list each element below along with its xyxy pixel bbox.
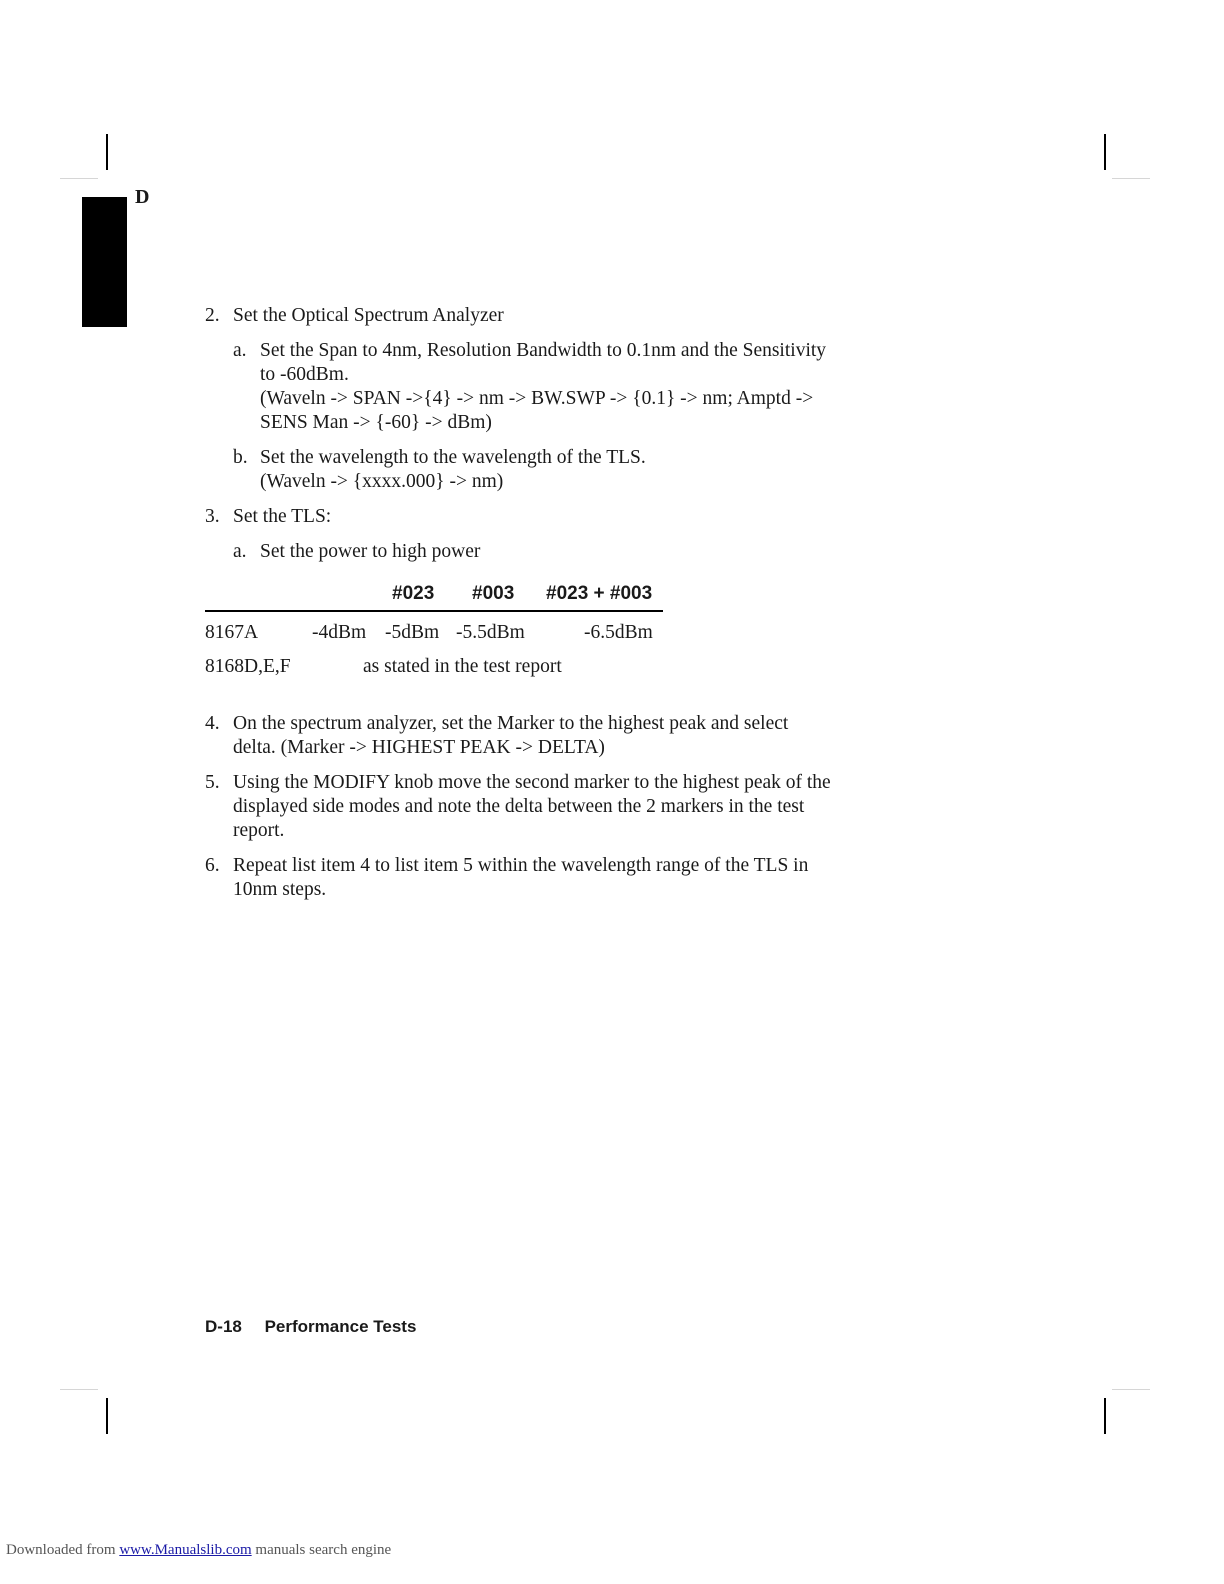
table-header-023: #023 [392,583,435,604]
step-line: Using the MODIFY knob move the second marker to the highest peak of the [233,772,831,793]
table-cell-value: -5.5dBm [456,622,525,643]
step-line: report. [233,820,285,841]
footer-title: Performance Tests [264,1317,417,1336]
substep-item [233,540,965,564]
table-cell-value: -5dBm [385,622,440,643]
step-item [205,505,965,529]
step-text: Set the Optical Spectrum Analyzer [233,305,504,326]
table-cell-model: 8167A [205,622,259,643]
step-number: 3. [205,506,220,527]
step-item [205,712,965,760]
page-footer [205,1317,416,1337]
substep-line: SENS Man -> {-60} -> dBm) [260,412,492,433]
table-cell-note: as stated in the test report [363,656,562,677]
step-number: 4. [205,713,220,734]
substep-line: Set the power to high power [260,541,481,562]
substep-line: (Waveln -> SPAN ->{4} -> nm -> BW.SWP -> {0.1} -> nm; Amptd -> [260,388,814,409]
section-letter: D [135,186,150,208]
substep-line: to -60dBm. [260,364,349,385]
step-number: 2. [205,305,220,326]
manualslib-link[interactable]: www.Manualslib.com [119,1542,252,1558]
substep-letter: a. [233,340,247,361]
substep-item [233,339,965,435]
substep-line: Set the Span to 4nm, Resolution Bandwidth to 0.1nm and the Sensitivity [260,340,827,361]
download-prefix: Downloaded from [6,1542,116,1558]
page-number: D-18 [205,1317,242,1336]
table-cell-value: -4dBm [312,622,367,643]
step-item [205,854,965,902]
step-item [205,304,965,328]
download-suffix: manuals search engine [255,1542,392,1558]
crop-mark-bottom-right [1104,1398,1106,1434]
step-line: On the spectrum analyzer, set the Marker to the highest peak and select [233,713,789,734]
table-cell-value: -6.5dBm [584,622,653,643]
crop-mark-bottom-right-h [1112,1389,1150,1390]
table-header-023-003: #023 + #003 [546,583,653,604]
step-item [205,771,965,843]
download-notice [6,1542,391,1559]
step-line: Repeat list item 4 to list item 5 within the wavelength range of the TLS in [233,855,809,876]
procedure-content [205,304,965,913]
step-number: 6. [205,855,220,876]
table-header-rule [205,610,663,612]
substep-letter: a. [233,541,247,562]
step-line: delta. (Marker -> HIGHEST PEAK -> DELTA) [233,737,605,758]
power-table [205,582,663,682]
step-line: 10nm steps. [233,879,327,900]
crop-mark-top-right [1104,134,1106,170]
substep-item [233,446,965,494]
step-text: Set the TLS: [233,506,332,527]
table-header-003: #003 [472,583,515,604]
section-tab-marker [82,197,127,327]
substep-line: Set the wavelength to the wavelength of the TLS. [260,447,646,468]
crop-mark-bottom-left [106,1398,108,1434]
substep-line: (Waveln -> {xxxx.000} -> nm) [260,471,504,492]
crop-mark-top-left [106,134,108,170]
step-number: 5. [205,772,220,793]
crop-mark-bottom-left-h [60,1389,98,1390]
step-line: displayed side modes and note the delta between the 2 markers in the test [233,796,805,817]
crop-mark-top-left-h [60,178,98,179]
table-cell-model: 8168D,E,F [205,656,291,677]
substep-letter: b. [233,447,248,468]
crop-mark-top-right-h [1112,178,1150,179]
